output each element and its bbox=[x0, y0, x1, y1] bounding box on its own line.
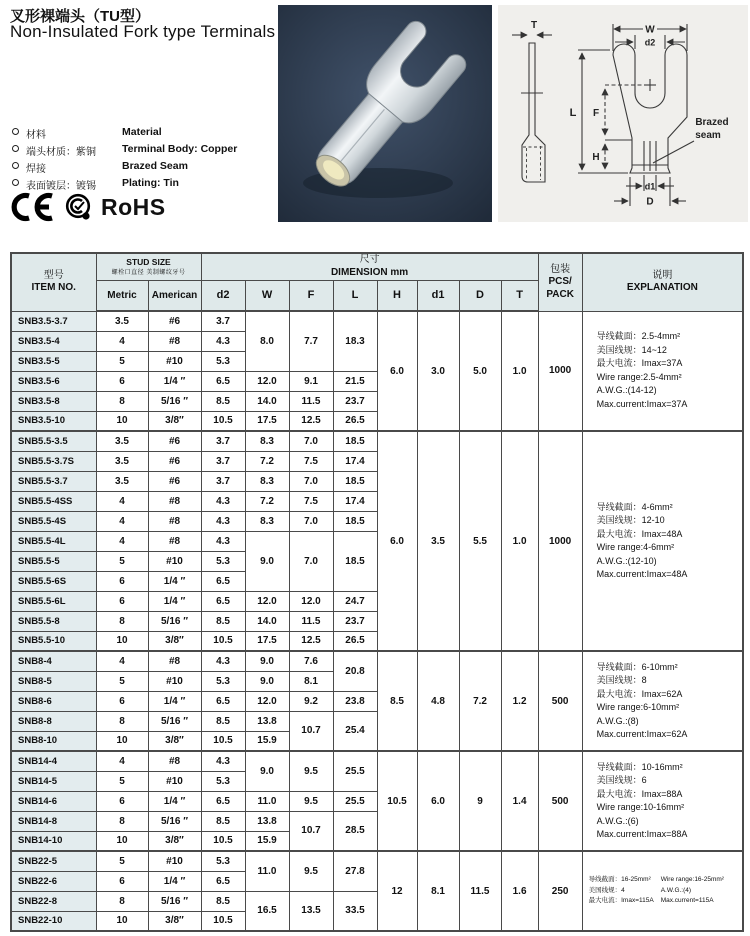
item-no-cell: SNB3.5-3.7 bbox=[11, 311, 96, 331]
header-l: L bbox=[333, 280, 377, 311]
item-no-cell: SNB5.5-4L bbox=[11, 531, 96, 551]
header-dimension bbox=[201, 253, 538, 280]
dim-cell: 25.5 bbox=[333, 791, 377, 811]
dim-cell: 8 bbox=[96, 391, 148, 411]
header-f: F bbox=[289, 280, 333, 311]
material-zh: 表面镀层：镀锡 bbox=[26, 181, 96, 192]
item-no-cell: SNB5.5-3.7 bbox=[11, 471, 96, 491]
item-no-cell: SNB8-4 bbox=[11, 651, 96, 671]
dim-cell: 13.8 bbox=[245, 711, 289, 731]
dim-cell: 14.0 bbox=[245, 391, 289, 411]
dim-cell: 4 bbox=[96, 651, 148, 671]
dim-cell: 3.5 bbox=[96, 311, 148, 331]
dim-cell: 4.8 bbox=[417, 651, 459, 751]
item-no-cell: SNB5.5-4SS bbox=[11, 491, 96, 511]
dim-cell: 12.5 bbox=[289, 631, 333, 651]
dim-cell: 3/8″ bbox=[148, 911, 201, 931]
material-zh: 材料 bbox=[26, 130, 46, 141]
explanation-cell: 导线截面：10-16mm² 美国线规：6 最大电流：Imax=88A Wire range:10-16mm² A.W.G.:(6) Max.current:Imax=88A bbox=[582, 751, 743, 851]
dim-cell: 10.5 bbox=[377, 751, 417, 851]
dim-cell: #8 bbox=[148, 531, 201, 551]
dim-cell: 3/8″ bbox=[148, 731, 201, 751]
material-zh: 端头材质：紫铜 bbox=[26, 147, 96, 158]
dim-cell: 1/4 ″ bbox=[148, 871, 201, 891]
explanation-en: EXPLANATION bbox=[626, 282, 698, 294]
dim-cell: 9.1 bbox=[289, 371, 333, 391]
header-explanation bbox=[582, 253, 743, 311]
dim-cell: 12.5 bbox=[289, 411, 333, 431]
dim-label-w: W bbox=[645, 24, 655, 36]
header-metric: Metric bbox=[96, 280, 148, 311]
item-no-cell: SNB14-10 bbox=[11, 831, 96, 851]
dim-cell: 9.0 bbox=[245, 671, 289, 691]
item-no-cell: SNB3.5-6 bbox=[11, 371, 96, 391]
dim-cell: 33.5 bbox=[333, 891, 377, 931]
item-no-cell: SNB14-5 bbox=[11, 771, 96, 791]
dim-cell: 25.5 bbox=[333, 751, 377, 791]
dim-cell: 6.5 bbox=[201, 691, 245, 711]
dim-cell: 6 bbox=[96, 871, 148, 891]
material-row bbox=[12, 177, 237, 190]
dim-cell: 11.0 bbox=[245, 851, 289, 891]
dim-cell: 6.0 bbox=[377, 431, 417, 651]
dim-cell: 10.5 bbox=[201, 631, 245, 651]
dim-cell: 3.5 bbox=[96, 471, 148, 491]
dim-cell: 1.4 bbox=[501, 751, 538, 851]
dim-cell: 7.5 bbox=[289, 451, 333, 471]
item-no-cell: SNB5.5-3.5 bbox=[11, 431, 96, 451]
dim-cell: 10 bbox=[96, 731, 148, 751]
dim-cell: #6 bbox=[148, 471, 201, 491]
header-d1: d1 bbox=[417, 280, 459, 311]
item-no-cell: SNB5.5-10 bbox=[11, 631, 96, 651]
dim-cell: 5.3 bbox=[201, 551, 245, 571]
dim-cell: 4.3 bbox=[201, 751, 245, 771]
dimension-zh: 尺寸 bbox=[359, 254, 380, 266]
dim-cell: 8.0 bbox=[245, 311, 289, 371]
item-no-cell: SNB5.5-5 bbox=[11, 551, 96, 571]
dim-label-l: L bbox=[569, 107, 577, 119]
item-no-cell: SNB22-8 bbox=[11, 891, 96, 911]
dim-cell: 4.3 bbox=[201, 511, 245, 531]
dim-cell: 4.3 bbox=[201, 651, 245, 671]
dim-cell: 17.5 bbox=[245, 411, 289, 431]
item-no-cell: SNB3.5-4 bbox=[11, 331, 96, 351]
dimension-drawing bbox=[498, 5, 748, 222]
dim-cell: 3.7 bbox=[201, 311, 245, 331]
header-t: T bbox=[501, 280, 538, 311]
pack-qty-cell: 1000 bbox=[538, 431, 582, 651]
pack-qty-cell: 500 bbox=[538, 651, 582, 751]
dim-cell: 23.7 bbox=[333, 611, 377, 631]
dim-cell: 18.5 bbox=[333, 471, 377, 491]
dim-cell: #8 bbox=[148, 331, 201, 351]
dim-cell: 1.2 bbox=[501, 651, 538, 751]
header-stud-size bbox=[96, 253, 201, 280]
dim-cell: 10.7 bbox=[289, 811, 333, 851]
dim-cell: 9.0 bbox=[245, 751, 289, 791]
dim-cell: 9.5 bbox=[289, 851, 333, 891]
dim-cell: 10.5 bbox=[201, 411, 245, 431]
dim-cell: 6.0 bbox=[377, 311, 417, 431]
material-row bbox=[12, 126, 237, 139]
dim-cell: #8 bbox=[148, 751, 201, 771]
dim-cell: 9.5 bbox=[289, 751, 333, 791]
dim-cell: 10.5 bbox=[201, 731, 245, 751]
dim-cell: 8.3 bbox=[245, 471, 289, 491]
dim-cell: 28.5 bbox=[333, 811, 377, 851]
dim-cell: 18.5 bbox=[333, 431, 377, 451]
dim-cell: 6 bbox=[96, 371, 148, 391]
certification-badge-icon bbox=[65, 193, 92, 221]
dim-cell: 8.5 bbox=[201, 891, 245, 911]
dim-cell: 7.0 bbox=[289, 511, 333, 531]
dim-cell: 4 bbox=[96, 531, 148, 551]
dim-cell: 11.0 bbox=[245, 791, 289, 811]
dimension-en: DIMENSION mm bbox=[330, 266, 409, 278]
dim-cell: 14.0 bbox=[245, 611, 289, 631]
dim-cell: 4.3 bbox=[201, 331, 245, 351]
item-no-cell: SNB5.5-4S bbox=[11, 511, 96, 531]
dim-cell: 3.7 bbox=[201, 471, 245, 491]
dim-cell: 8.5 bbox=[377, 651, 417, 751]
header-item-en: ITEM NO. bbox=[31, 282, 76, 294]
table-row bbox=[11, 311, 743, 331]
item-no-cell: SNB8-10 bbox=[11, 731, 96, 751]
spec-table-body bbox=[11, 311, 743, 931]
dim-cell: 6.5 bbox=[201, 371, 245, 391]
pack-qty-cell: 500 bbox=[538, 751, 582, 851]
stud-size-title: STUD SIZE bbox=[126, 257, 171, 268]
dim-cell: 5/16 ″ bbox=[148, 611, 201, 631]
dim-cell: 7.7 bbox=[289, 311, 333, 371]
dim-cell: 18.5 bbox=[333, 511, 377, 531]
dim-cell: 5/16 ″ bbox=[148, 391, 201, 411]
dim-cell: 5.0 bbox=[459, 311, 501, 431]
dim-cell: 9.0 bbox=[245, 651, 289, 671]
item-no-cell: SNB5.5-6S bbox=[11, 571, 96, 591]
dim-cell: 9.0 bbox=[245, 531, 289, 591]
bullet-icon bbox=[12, 128, 19, 135]
certifications bbox=[10, 192, 166, 222]
dim-cell: 17.5 bbox=[245, 631, 289, 651]
dim-cell: 11.5 bbox=[289, 391, 333, 411]
dim-cell: 6.5 bbox=[201, 571, 245, 591]
header-item-zh: 型号 bbox=[43, 269, 64, 281]
dim-cell: 8 bbox=[96, 611, 148, 631]
dim-cell: 15.9 bbox=[245, 831, 289, 851]
item-no-cell: SNB14-4 bbox=[11, 751, 96, 771]
dim-cell: 16.5 bbox=[245, 891, 289, 931]
bullet-icon bbox=[12, 162, 19, 169]
dim-cell: 1/4 ″ bbox=[148, 591, 201, 611]
pack-en: PACK bbox=[546, 288, 574, 300]
dim-cell: 5/16 ″ bbox=[148, 891, 201, 911]
dim-cell: 5.3 bbox=[201, 351, 245, 371]
dim-cell: 5 bbox=[96, 851, 148, 871]
dim-cell: #8 bbox=[148, 511, 201, 531]
dim-cell: 8.5 bbox=[201, 711, 245, 731]
dim-cell: 1/4 ″ bbox=[148, 791, 201, 811]
dim-cell: 7.0 bbox=[289, 471, 333, 491]
dim-cell: 26.5 bbox=[333, 411, 377, 431]
dim-cell: 18.3 bbox=[333, 311, 377, 371]
dim-cell: 9 bbox=[459, 751, 501, 851]
dim-cell: 5.5 bbox=[459, 431, 501, 651]
dim-cell: #6 bbox=[148, 431, 201, 451]
dim-cell: 4 bbox=[96, 491, 148, 511]
dim-cell: 10 bbox=[96, 831, 148, 851]
material-en: Plating: Tin bbox=[122, 177, 179, 189]
dim-cell: #8 bbox=[148, 491, 201, 511]
dim-cell: 10.7 bbox=[289, 711, 333, 751]
header-h: H bbox=[377, 280, 417, 311]
dim-cell: 26.5 bbox=[333, 631, 377, 651]
dim-cell: 8 bbox=[96, 711, 148, 731]
dim-cell: 7.2 bbox=[245, 491, 289, 511]
dim-cell: #10 bbox=[148, 551, 201, 571]
header-w: W bbox=[245, 280, 289, 311]
dim-cell: 8.5 bbox=[201, 391, 245, 411]
item-no-cell: SNB8-8 bbox=[11, 711, 96, 731]
material-en: Terminal Body: Copper bbox=[122, 143, 238, 155]
product-photo bbox=[278, 5, 492, 222]
dim-cell: 4.3 bbox=[201, 491, 245, 511]
brazed-seam-label: Brazed bbox=[695, 117, 729, 128]
dim-cell: 7.5 bbox=[289, 491, 333, 511]
dim-label-d1: d1 bbox=[644, 181, 656, 192]
header-d: D bbox=[459, 280, 501, 311]
dim-cell: 9.5 bbox=[289, 791, 333, 811]
page-title-en: Non-Insulated Fork type Terminals bbox=[10, 22, 276, 41]
item-no-cell: SNB22-10 bbox=[11, 911, 96, 931]
pack-en: PCS/ bbox=[548, 276, 572, 287]
dim-cell: 6.5 bbox=[201, 591, 245, 611]
dim-cell: 9.2 bbox=[289, 691, 333, 711]
dim-cell: 6 bbox=[96, 691, 148, 711]
dim-cell: 7.2 bbox=[245, 451, 289, 471]
dim-cell: #10 bbox=[148, 771, 201, 791]
dim-cell: 3.5 bbox=[96, 431, 148, 451]
page-title-zh: 叉形裸端头（TU型） bbox=[10, 8, 150, 25]
dim-cell: 8.1 bbox=[417, 851, 459, 931]
dim-cell: 5 bbox=[96, 351, 148, 371]
item-no-cell: SNB3.5-10 bbox=[11, 411, 96, 431]
dim-cell: #10 bbox=[148, 351, 201, 371]
item-no-cell: SNB5.5-3.7S bbox=[11, 451, 96, 471]
dim-cell: 3.5 bbox=[96, 451, 148, 471]
dim-cell: 6.0 bbox=[417, 751, 459, 851]
header-d2: d2 bbox=[201, 280, 245, 311]
dim-cell: 5.3 bbox=[201, 771, 245, 791]
explanation-cell: 导线截面：6-10mm² 美国线规：8 最大电流：Imax=62A Wire range:6-10mm² A.W.G.:(8) Max.current:Imax=62A bbox=[582, 651, 743, 751]
dim-cell: 10 bbox=[96, 411, 148, 431]
table-header bbox=[11, 253, 743, 311]
dim-cell: #10 bbox=[148, 671, 201, 691]
dim-cell: #6 bbox=[148, 451, 201, 471]
item-no-cell: SNB22-6 bbox=[11, 871, 96, 891]
fork-terminal-photo bbox=[278, 5, 492, 222]
dim-cell: 3/8″ bbox=[148, 631, 201, 651]
ce-mark-icon bbox=[10, 192, 56, 222]
table-row bbox=[11, 651, 743, 671]
dim-cell: 3.7 bbox=[201, 431, 245, 451]
brazed-seam-label: seam bbox=[695, 130, 721, 141]
dim-cell: 6.5 bbox=[201, 791, 245, 811]
dim-cell: 12.0 bbox=[245, 371, 289, 391]
dim-cell: 4 bbox=[96, 331, 148, 351]
header-american: American bbox=[148, 280, 201, 311]
explanation-cell: 导线截面：16-25mm² 美国线规：4 最大电流：Imax=115A Wire range:16-25mm² A.W.G.:(4) Max.current=115A bbox=[582, 851, 743, 931]
dim-cell: #6 bbox=[148, 311, 201, 331]
stud-size-subtitle: 螺栓口直径 美制螺纹牙号 bbox=[111, 270, 186, 277]
material-zh: 焊接 bbox=[26, 164, 46, 175]
item-no-cell: SNB8-6 bbox=[11, 691, 96, 711]
dim-cell: 12.0 bbox=[289, 591, 333, 611]
dim-cell: 3/8″ bbox=[148, 411, 201, 431]
item-no-cell: SNB3.5-5 bbox=[11, 351, 96, 371]
dim-cell: 5 bbox=[96, 671, 148, 691]
material-en: Material bbox=[122, 126, 162, 138]
dim-cell: 10 bbox=[96, 631, 148, 651]
pack-qty-cell: 250 bbox=[538, 851, 582, 931]
dim-cell: 7.6 bbox=[289, 651, 333, 671]
dim-cell: 24.7 bbox=[333, 591, 377, 611]
dim-label-d: D bbox=[646, 196, 654, 208]
dim-cell: 17.4 bbox=[333, 451, 377, 471]
dim-cell: 1/4 ″ bbox=[148, 691, 201, 711]
dim-cell: 4 bbox=[96, 511, 148, 531]
dim-cell: 5/16 ″ bbox=[148, 711, 201, 731]
dim-cell: 1.6 bbox=[501, 851, 538, 931]
dim-cell: 12 bbox=[377, 851, 417, 931]
item-no-cell: SNB14-6 bbox=[11, 791, 96, 811]
explanation-cell: 导线截面：2.5-4mm² 美国线规：14~12 最大电流：Imax=37A Wire range:2.5-4mm² A.W.G.:(14-12) Max.current:Imax=37A bbox=[582, 311, 743, 431]
dim-cell: 8 bbox=[96, 891, 148, 911]
dim-cell: 1.0 bbox=[501, 311, 538, 431]
dim-cell: 3.5 bbox=[417, 431, 459, 651]
dim-cell: 5/16 ″ bbox=[148, 811, 201, 831]
spec-table bbox=[10, 252, 744, 932]
item-no-cell: SNB14-8 bbox=[11, 811, 96, 831]
table-row bbox=[11, 431, 743, 451]
dim-label-d2: d2 bbox=[644, 37, 656, 48]
bullet-icon bbox=[12, 145, 19, 152]
dim-cell: 23.7 bbox=[333, 391, 377, 411]
dim-cell: 21.5 bbox=[333, 371, 377, 391]
dim-cell: 1/4 ″ bbox=[148, 571, 201, 591]
dim-cell: 13.8 bbox=[245, 811, 289, 831]
dim-cell: 10.5 bbox=[201, 831, 245, 851]
dim-cell: 6 bbox=[96, 791, 148, 811]
dim-cell: 25.4 bbox=[333, 711, 377, 751]
dim-cell: #10 bbox=[148, 851, 201, 871]
dim-cell: 3.0 bbox=[417, 311, 459, 431]
dim-cell: 11.5 bbox=[459, 851, 501, 931]
dim-cell: 13.5 bbox=[289, 891, 333, 931]
item-no-cell: SNB5.5-6L bbox=[11, 591, 96, 611]
dim-cell: 5.3 bbox=[201, 851, 245, 871]
table-row bbox=[11, 751, 743, 771]
dim-cell: 20.8 bbox=[333, 651, 377, 691]
dim-cell: 7.0 bbox=[289, 431, 333, 451]
item-no-cell: SNB22-5 bbox=[11, 851, 96, 871]
materials-list bbox=[12, 126, 237, 194]
dim-cell: 17.4 bbox=[333, 491, 377, 511]
pack-zh: 包装 bbox=[550, 263, 571, 275]
dim-cell: 12.0 bbox=[245, 591, 289, 611]
dim-label-t: T bbox=[530, 20, 538, 31]
explanation-zh: 说明 bbox=[652, 269, 673, 281]
dim-cell: 7.0 bbox=[289, 531, 333, 591]
explanation-cell: 导线截面：4-6mm² 美国线规：12-10 最大电流：Imax=48A Wire range:4-6mm² A.W.G.:(12-10) Max.current:Imax=48A bbox=[582, 431, 743, 651]
item-no-cell: SNB5.5-8 bbox=[11, 611, 96, 631]
dim-cell: 27.8 bbox=[333, 851, 377, 891]
material-row bbox=[12, 143, 237, 156]
pack-qty-cell: 1000 bbox=[538, 311, 582, 431]
dim-cell: 8.5 bbox=[201, 611, 245, 631]
dim-cell: 7.2 bbox=[459, 651, 501, 751]
dim-cell: 6 bbox=[96, 591, 148, 611]
dim-label-f: F bbox=[592, 108, 600, 119]
dim-cell: 6 bbox=[96, 571, 148, 591]
rohs-label: RoHS bbox=[101, 193, 166, 220]
dim-cell: 8.3 bbox=[245, 431, 289, 451]
dim-cell: #8 bbox=[148, 651, 201, 671]
material-en: Brazed Seam bbox=[122, 160, 188, 172]
dim-cell: 1.0 bbox=[501, 431, 538, 651]
dim-cell: 12.0 bbox=[245, 691, 289, 711]
item-no-cell: SNB3.5-8 bbox=[11, 391, 96, 411]
dim-cell: 8 bbox=[96, 811, 148, 831]
dim-cell: 15.9 bbox=[245, 731, 289, 751]
dim-label-h: H bbox=[592, 152, 600, 163]
dim-cell: 4 bbox=[96, 751, 148, 771]
dim-cell: 5.3 bbox=[201, 671, 245, 691]
dim-cell: 3/8″ bbox=[148, 831, 201, 851]
header-item-no bbox=[11, 253, 96, 311]
dim-cell: 1/4 ″ bbox=[148, 371, 201, 391]
dimension-drawing-svg bbox=[498, 5, 748, 222]
dim-cell: 23.8 bbox=[333, 691, 377, 711]
dim-cell: 18.5 bbox=[333, 531, 377, 591]
dim-cell: 8.1 bbox=[289, 671, 333, 691]
dim-cell: 6.5 bbox=[201, 871, 245, 891]
header-pack bbox=[538, 253, 582, 311]
dim-cell: 4.3 bbox=[201, 531, 245, 551]
table-row bbox=[11, 851, 743, 871]
dim-cell: 8.5 bbox=[201, 811, 245, 831]
dim-cell: 10.5 bbox=[201, 911, 245, 931]
dim-cell: 3.7 bbox=[201, 451, 245, 471]
dim-cell: 11.5 bbox=[289, 611, 333, 631]
material-row bbox=[12, 160, 237, 173]
dim-cell: 5 bbox=[96, 771, 148, 791]
item-no-cell: SNB8-5 bbox=[11, 671, 96, 691]
dim-cell: 8.3 bbox=[245, 511, 289, 531]
dim-cell: 10 bbox=[96, 911, 148, 931]
dim-cell: 5 bbox=[96, 551, 148, 571]
bullet-icon bbox=[12, 179, 19, 186]
